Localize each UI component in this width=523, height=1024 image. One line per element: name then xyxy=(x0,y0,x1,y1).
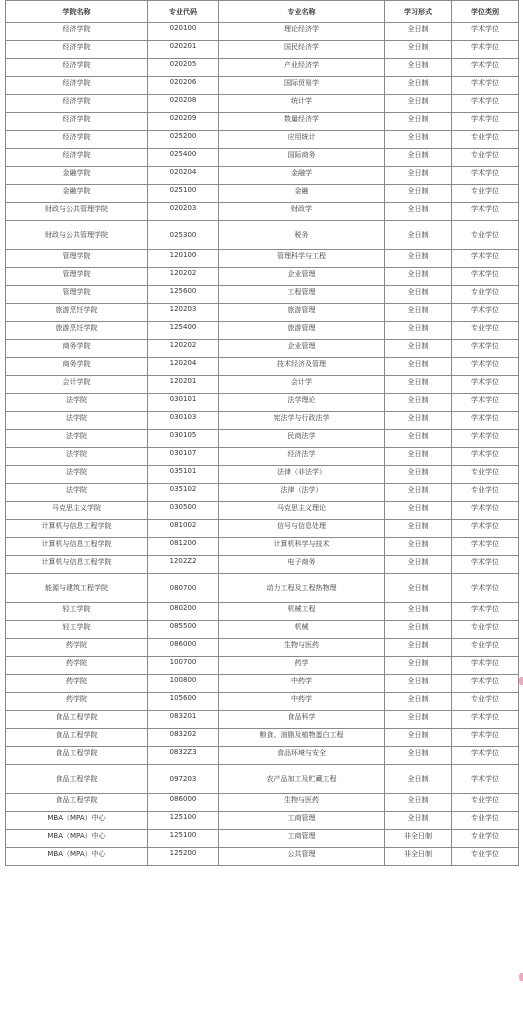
cell-major-code: 020100 xyxy=(148,23,219,41)
cell-study-mode: 全日制 xyxy=(385,41,452,59)
cell-major-code: 020208 xyxy=(148,95,219,113)
cell-degree-type: 专业学位 xyxy=(452,484,519,502)
cell-college: 经济学院 xyxy=(6,59,148,77)
cell-major-code: 035102 xyxy=(148,484,219,502)
cell-college: MBA（MPA）中心 xyxy=(6,812,148,830)
cell-major-code: 025200 xyxy=(148,131,219,149)
cell-study-mode: 全日制 xyxy=(385,794,452,812)
table-row xyxy=(6,765,519,794)
cell-study-mode: 全日制 xyxy=(385,376,452,394)
cell-study-mode: 全日制 xyxy=(385,322,452,340)
cell-major-name: 电子商务 xyxy=(219,556,385,574)
cell-study-mode: 非全日制 xyxy=(385,848,452,866)
table-row xyxy=(6,221,519,250)
cell-college: 会计学院 xyxy=(6,376,148,394)
cell-degree-type: 专业学位 xyxy=(452,794,519,812)
cell-college: 管理学院 xyxy=(6,286,148,304)
cell-major-name: 马克思主义理论 xyxy=(219,502,385,520)
program-table xyxy=(5,0,519,866)
cell-degree-type: 学术学位 xyxy=(452,268,519,286)
cell-major-name: 食品环境与安全 xyxy=(219,747,385,765)
cell-degree-type: 学术学位 xyxy=(452,113,519,131)
cell-college: 法学院 xyxy=(6,412,148,430)
cell-study-mode: 全日制 xyxy=(385,95,452,113)
cell-major-code: 030103 xyxy=(148,412,219,430)
cell-degree-type: 学术学位 xyxy=(452,340,519,358)
cell-study-mode: 全日制 xyxy=(385,502,452,520)
cell-degree-type: 学术学位 xyxy=(452,77,519,95)
cell-major-name: 中药学 xyxy=(219,675,385,693)
table-row xyxy=(6,286,519,304)
cell-degree-type: 学术学位 xyxy=(452,556,519,574)
cell-major-code: 083201 xyxy=(148,711,219,729)
cell-college: MBA（MPA）中心 xyxy=(6,848,148,866)
cell-college: 财政与公共管理学院 xyxy=(6,203,148,221)
cell-major-code: 120202 xyxy=(148,268,219,286)
cell-college: 法学院 xyxy=(6,484,148,502)
table-row xyxy=(6,23,519,41)
cell-degree-type: 专业学位 xyxy=(452,185,519,203)
cell-college: 金融学院 xyxy=(6,185,148,203)
cell-college: 食品工程学院 xyxy=(6,729,148,747)
cell-degree-type: 学术学位 xyxy=(452,23,519,41)
cell-study-mode: 全日制 xyxy=(385,412,452,430)
cell-major-code: 020206 xyxy=(148,77,219,95)
table-row xyxy=(6,502,519,520)
cell-college: 经济学院 xyxy=(6,131,148,149)
cell-major-name: 法学理论 xyxy=(219,394,385,412)
cell-major-code: 020203 xyxy=(148,203,219,221)
cell-major-code: 120201 xyxy=(148,376,219,394)
table-row xyxy=(6,59,519,77)
cell-degree-type: 学术学位 xyxy=(452,412,519,430)
cell-major-code: 120100 xyxy=(148,250,219,268)
cell-major-code: 0832Z3 xyxy=(148,747,219,765)
cell-degree-type: 专业学位 xyxy=(452,639,519,657)
cell-college: 旅游烹饪学院 xyxy=(6,322,148,340)
table-row xyxy=(6,448,519,466)
cell-study-mode: 全日制 xyxy=(385,657,452,675)
header-degree-type: 学位类别 xyxy=(452,1,519,23)
cell-college: 旅游烹饪学院 xyxy=(6,304,148,322)
cell-major-name: 管理科学与工程 xyxy=(219,250,385,268)
cell-major-code: 097203 xyxy=(148,765,219,794)
cell-major-code: 086000 xyxy=(148,639,219,657)
table-row xyxy=(6,322,519,340)
cell-college: 药学院 xyxy=(6,693,148,711)
cell-degree-type: 专业学位 xyxy=(452,812,519,830)
program-table-container xyxy=(5,0,518,866)
cell-major-name: 粮食、油脂及植物蛋白工程 xyxy=(219,729,385,747)
scroll-marker xyxy=(519,677,523,685)
cell-study-mode: 全日制 xyxy=(385,131,452,149)
table-row xyxy=(6,430,519,448)
cell-study-mode: 全日制 xyxy=(385,538,452,556)
cell-degree-type: 专业学位 xyxy=(452,131,519,149)
cell-college: 食品工程学院 xyxy=(6,794,148,812)
cell-major-code: 025300 xyxy=(148,221,219,250)
cell-college: 经济学院 xyxy=(6,113,148,131)
cell-major-name: 会计学 xyxy=(219,376,385,394)
cell-college: 轻工学院 xyxy=(6,621,148,639)
cell-degree-type: 专业学位 xyxy=(452,621,519,639)
cell-major-code: 100800 xyxy=(148,675,219,693)
cell-degree-type: 学术学位 xyxy=(452,167,519,185)
table-row xyxy=(6,794,519,812)
table-row xyxy=(6,574,519,603)
cell-college: 法学院 xyxy=(6,430,148,448)
cell-major-name: 技术经济及管理 xyxy=(219,358,385,376)
table-row xyxy=(6,675,519,693)
cell-college: 马克思主义学院 xyxy=(6,502,148,520)
cell-major-name: 食品科学 xyxy=(219,711,385,729)
cell-study-mode: 全日制 xyxy=(385,23,452,41)
cell-major-name: 生物与医药 xyxy=(219,794,385,812)
cell-major-name: 财政学 xyxy=(219,203,385,221)
cell-study-mode: 非全日制 xyxy=(385,830,452,848)
table-row xyxy=(6,41,519,59)
table-row xyxy=(6,376,519,394)
table-row xyxy=(6,358,519,376)
table-row xyxy=(6,412,519,430)
table-row xyxy=(6,203,519,221)
table-row xyxy=(6,830,519,848)
cell-college: MBA（MPA）中心 xyxy=(6,830,148,848)
table-row xyxy=(6,848,519,866)
cell-college: 食品工程学院 xyxy=(6,711,148,729)
table-row xyxy=(6,167,519,185)
cell-major-name: 法律（法学） xyxy=(219,484,385,502)
cell-study-mode: 全日制 xyxy=(385,185,452,203)
cell-study-mode: 全日制 xyxy=(385,340,452,358)
cell-degree-type: 学术学位 xyxy=(452,95,519,113)
table-row xyxy=(6,394,519,412)
cell-degree-type: 专业学位 xyxy=(452,830,519,848)
cell-study-mode: 全日制 xyxy=(385,711,452,729)
cell-study-mode: 全日制 xyxy=(385,430,452,448)
cell-major-code: 020205 xyxy=(148,59,219,77)
table-row xyxy=(6,304,519,322)
cell-major-name: 法律（非法学） xyxy=(219,466,385,484)
cell-study-mode: 全日制 xyxy=(385,812,452,830)
cell-major-name: 机械 xyxy=(219,621,385,639)
cell-major-code: 120202 xyxy=(148,340,219,358)
cell-degree-type: 学术学位 xyxy=(452,394,519,412)
table-row xyxy=(6,149,519,167)
cell-degree-type: 学术学位 xyxy=(452,538,519,556)
table-row xyxy=(6,484,519,502)
cell-college: 计算机与信息工程学院 xyxy=(6,556,148,574)
cell-study-mode: 全日制 xyxy=(385,621,452,639)
cell-degree-type: 学术学位 xyxy=(452,603,519,621)
cell-study-mode: 全日制 xyxy=(385,77,452,95)
table-row xyxy=(6,77,519,95)
cell-major-code: 125100 xyxy=(148,830,219,848)
cell-major-name: 旅游管理 xyxy=(219,322,385,340)
table-row xyxy=(6,185,519,203)
cell-college: 管理学院 xyxy=(6,250,148,268)
cell-college: 法学院 xyxy=(6,466,148,484)
cell-major-code: 100700 xyxy=(148,657,219,675)
table-row xyxy=(6,693,519,711)
cell-major-name: 动力工程及工程热物理 xyxy=(219,574,385,603)
cell-college: 金融学院 xyxy=(6,167,148,185)
cell-major-code: 125400 xyxy=(148,322,219,340)
cell-major-name: 工商管理 xyxy=(219,812,385,830)
cell-degree-type: 学术学位 xyxy=(452,765,519,794)
cell-study-mode: 全日制 xyxy=(385,520,452,538)
cell-study-mode: 全日制 xyxy=(385,268,452,286)
table-row xyxy=(6,113,519,131)
cell-degree-type: 专业学位 xyxy=(452,286,519,304)
cell-major-name: 中药学 xyxy=(219,693,385,711)
cell-major-code: 125100 xyxy=(148,812,219,830)
cell-study-mode: 全日制 xyxy=(385,286,452,304)
cell-degree-type: 学术学位 xyxy=(452,520,519,538)
cell-degree-type: 学术学位 xyxy=(452,430,519,448)
cell-major-code: 083202 xyxy=(148,729,219,747)
cell-college: 经济学院 xyxy=(6,95,148,113)
cell-college: 计算机与信息工程学院 xyxy=(6,538,148,556)
cell-major-code: 030500 xyxy=(148,502,219,520)
cell-degree-type: 学术学位 xyxy=(452,376,519,394)
cell-study-mode: 全日制 xyxy=(385,747,452,765)
cell-study-mode: 全日制 xyxy=(385,574,452,603)
cell-major-name: 企业管理 xyxy=(219,340,385,358)
cell-major-name: 公共管理 xyxy=(219,848,385,866)
cell-degree-type: 学术学位 xyxy=(452,729,519,747)
cell-college: 轻工学院 xyxy=(6,603,148,621)
table-row xyxy=(6,466,519,484)
cell-study-mode: 全日制 xyxy=(385,358,452,376)
cell-study-mode: 全日制 xyxy=(385,221,452,250)
cell-degree-type: 学术学位 xyxy=(452,41,519,59)
cell-study-mode: 全日制 xyxy=(385,484,452,502)
cell-degree-type: 学术学位 xyxy=(452,250,519,268)
table-row xyxy=(6,250,519,268)
cell-degree-type: 学术学位 xyxy=(452,448,519,466)
cell-degree-type: 专业学位 xyxy=(452,848,519,866)
cell-major-name: 国际商务 xyxy=(219,149,385,167)
cell-study-mode: 全日制 xyxy=(385,729,452,747)
cell-degree-type: 学术学位 xyxy=(452,358,519,376)
cell-major-code: 1202Z2 xyxy=(148,556,219,574)
table-row xyxy=(6,639,519,657)
table-row xyxy=(6,538,519,556)
header-major-name: 专业名称 xyxy=(219,1,385,23)
cell-college: 药学院 xyxy=(6,657,148,675)
cell-degree-type: 学术学位 xyxy=(452,59,519,77)
cell-major-name: 计算机科学与技术 xyxy=(219,538,385,556)
cell-degree-type: 学术学位 xyxy=(452,304,519,322)
cell-college: 经济学院 xyxy=(6,41,148,59)
table-row xyxy=(6,812,519,830)
cell-degree-type: 学术学位 xyxy=(452,574,519,603)
cell-major-name: 旅游管理 xyxy=(219,304,385,322)
cell-major-name: 经济法学 xyxy=(219,448,385,466)
header-college: 学院名称 xyxy=(6,1,148,23)
cell-major-name: 应用统计 xyxy=(219,131,385,149)
cell-major-name: 宪法学与行政法学 xyxy=(219,412,385,430)
cell-major-name: 金融 xyxy=(219,185,385,203)
cell-major-code: 120203 xyxy=(148,304,219,322)
cell-study-mode: 全日制 xyxy=(385,113,452,131)
cell-college: 法学院 xyxy=(6,448,148,466)
table-row xyxy=(6,603,519,621)
header-major-code: 专业代码 xyxy=(148,1,219,23)
table-row xyxy=(6,729,519,747)
cell-major-code: 105600 xyxy=(148,693,219,711)
cell-college: 药学院 xyxy=(6,675,148,693)
table-body xyxy=(6,23,519,866)
cell-major-name: 生物与医药 xyxy=(219,639,385,657)
cell-major-name: 农产品加工及贮藏工程 xyxy=(219,765,385,794)
cell-major-code: 030107 xyxy=(148,448,219,466)
cell-major-name: 机械工程 xyxy=(219,603,385,621)
cell-major-name: 数量经济学 xyxy=(219,113,385,131)
cell-major-code: 035101 xyxy=(148,466,219,484)
cell-college: 法学院 xyxy=(6,394,148,412)
cell-major-code: 080200 xyxy=(148,603,219,621)
cell-major-code: 030105 xyxy=(148,430,219,448)
cell-college: 能源与建筑工程学院 xyxy=(6,574,148,603)
cell-degree-type: 学术学位 xyxy=(452,711,519,729)
cell-study-mode: 全日制 xyxy=(385,149,452,167)
table-row xyxy=(6,268,519,286)
cell-major-code: 020209 xyxy=(148,113,219,131)
table-row xyxy=(6,556,519,574)
cell-major-name: 产业经济学 xyxy=(219,59,385,77)
cell-study-mode: 全日制 xyxy=(385,448,452,466)
cell-major-name: 药学 xyxy=(219,657,385,675)
cell-major-code: 081002 xyxy=(148,520,219,538)
cell-major-code: 125200 xyxy=(148,848,219,866)
table-header-row xyxy=(6,1,519,23)
cell-study-mode: 全日制 xyxy=(385,675,452,693)
cell-college: 管理学院 xyxy=(6,268,148,286)
cell-college: 商务学院 xyxy=(6,358,148,376)
cell-college: 商务学院 xyxy=(6,340,148,358)
table-row xyxy=(6,711,519,729)
cell-major-code: 081200 xyxy=(148,538,219,556)
cell-major-code: 020201 xyxy=(148,41,219,59)
cell-major-name: 国民经济学 xyxy=(219,41,385,59)
cell-study-mode: 全日制 xyxy=(385,304,452,322)
cell-college: 计算机与信息工程学院 xyxy=(6,520,148,538)
header-study-mode: 学习形式 xyxy=(385,1,452,23)
cell-major-name: 税务 xyxy=(219,221,385,250)
table-row xyxy=(6,657,519,675)
cell-degree-type: 专业学位 xyxy=(452,322,519,340)
cell-degree-type: 学术学位 xyxy=(452,747,519,765)
cell-major-name: 信号与信息处理 xyxy=(219,520,385,538)
cell-major-name: 工程管理 xyxy=(219,286,385,304)
cell-degree-type: 学术学位 xyxy=(452,675,519,693)
cell-study-mode: 全日制 xyxy=(385,466,452,484)
cell-major-name: 统计学 xyxy=(219,95,385,113)
cell-study-mode: 全日制 xyxy=(385,394,452,412)
cell-study-mode: 全日制 xyxy=(385,203,452,221)
table-row xyxy=(6,747,519,765)
cell-major-code: 020204 xyxy=(148,167,219,185)
cell-study-mode: 全日制 xyxy=(385,556,452,574)
cell-major-code: 125600 xyxy=(148,286,219,304)
cell-major-name: 工商管理 xyxy=(219,830,385,848)
cell-major-code: 080700 xyxy=(148,574,219,603)
cell-degree-type: 学术学位 xyxy=(452,203,519,221)
cell-major-name: 民商法学 xyxy=(219,430,385,448)
cell-degree-type: 专业学位 xyxy=(452,693,519,711)
cell-study-mode: 全日制 xyxy=(385,693,452,711)
table-row xyxy=(6,520,519,538)
cell-major-code: 030101 xyxy=(148,394,219,412)
cell-major-code: 086000 xyxy=(148,794,219,812)
cell-major-name: 企业管理 xyxy=(219,268,385,286)
cell-degree-type: 学术学位 xyxy=(452,502,519,520)
cell-college: 药学院 xyxy=(6,639,148,657)
cell-major-code: 120204 xyxy=(148,358,219,376)
cell-major-code: 085500 xyxy=(148,621,219,639)
cell-study-mode: 全日制 xyxy=(385,765,452,794)
cell-college: 经济学院 xyxy=(6,149,148,167)
cell-major-name: 金融学 xyxy=(219,167,385,185)
cell-college: 经济学院 xyxy=(6,23,148,41)
cell-major-name: 国际贸易学 xyxy=(219,77,385,95)
cell-study-mode: 全日制 xyxy=(385,250,452,268)
table-row xyxy=(6,621,519,639)
cell-major-code: 025100 xyxy=(148,185,219,203)
table-row xyxy=(6,131,519,149)
cell-study-mode: 全日制 xyxy=(385,59,452,77)
cell-college: 财政与公共管理学院 xyxy=(6,221,148,250)
cell-degree-type: 专业学位 xyxy=(452,149,519,167)
cell-college: 食品工程学院 xyxy=(6,747,148,765)
cell-degree-type: 专业学位 xyxy=(452,221,519,250)
cell-degree-type: 学术学位 xyxy=(452,657,519,675)
scroll-marker xyxy=(519,973,523,981)
cell-study-mode: 全日制 xyxy=(385,603,452,621)
cell-study-mode: 全日制 xyxy=(385,167,452,185)
cell-degree-type: 专业学位 xyxy=(452,466,519,484)
table-row xyxy=(6,95,519,113)
cell-college: 经济学院 xyxy=(6,77,148,95)
cell-study-mode: 全日制 xyxy=(385,639,452,657)
table-row xyxy=(6,340,519,358)
cell-major-name: 理论经济学 xyxy=(219,23,385,41)
cell-college: 食品工程学院 xyxy=(6,765,148,794)
cell-major-code: 025400 xyxy=(148,149,219,167)
